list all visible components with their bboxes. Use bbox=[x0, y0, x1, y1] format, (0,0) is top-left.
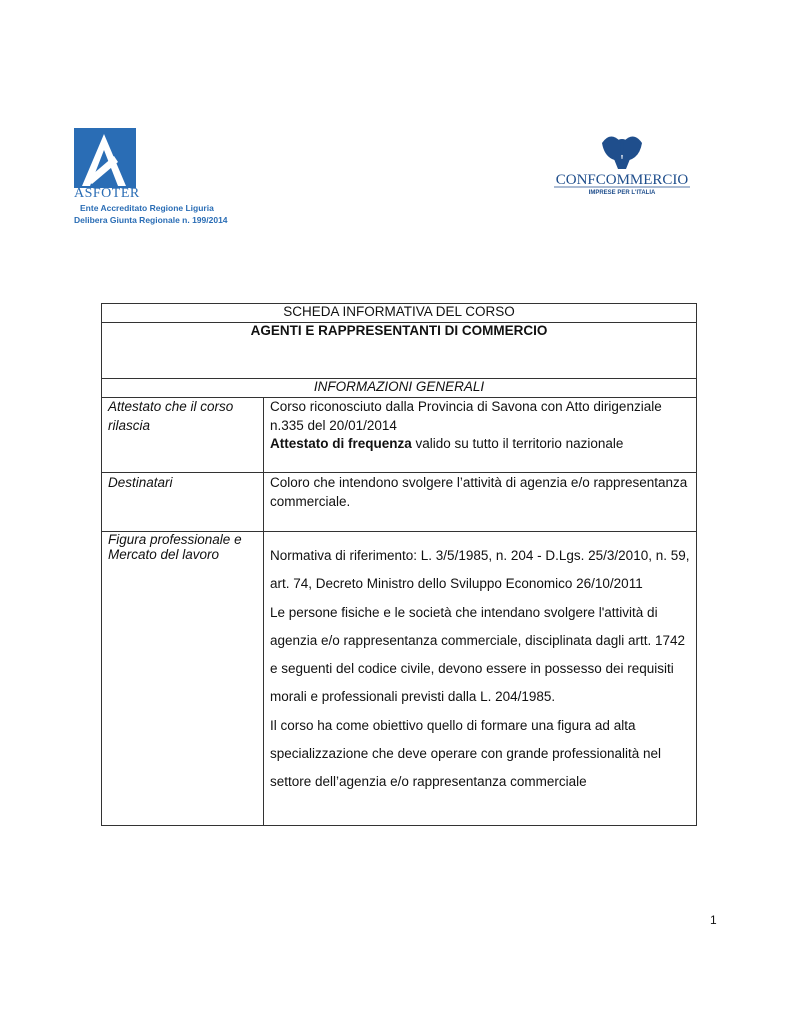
table-title: SCHEDA INFORMATIVA DEL CORSO bbox=[102, 304, 697, 323]
section-row bbox=[102, 379, 697, 398]
course-info-table bbox=[101, 303, 697, 826]
paragraph: Le persone fisiche e le società che intendano svolgere l'attività di agenzia e/o rappresentanza commerciale, disciplinata dagli artt. 1742 e seguenti del codice civile, devono essere in possesso dei requisiti morali e professionali previsti dalla L. 204/1985. bbox=[270, 604, 685, 705]
row-value: Coloro che intendono svolgere l’attività di agenzia e/o rappresentanza commerciale. bbox=[264, 473, 697, 532]
certificate-rest: valido su tutto il territorio nazionale bbox=[411, 436, 624, 451]
page-number: 1 bbox=[710, 913, 717, 927]
certificate-bold: Attestato di frequenza bbox=[270, 436, 412, 451]
row-label: Destinatari bbox=[102, 473, 264, 532]
row-value bbox=[264, 532, 697, 826]
accreditation-line: Ente Accreditato Regione Liguria bbox=[80, 203, 214, 213]
confcommercio-logo bbox=[548, 129, 696, 199]
deliberation-line: Delibera Giunta Regionale n. 199/2014 bbox=[74, 215, 228, 225]
row-label: Figura professionale e Mercato del lavoro bbox=[102, 532, 264, 826]
confcommercio-wordmark: CONFCOMMERCIO bbox=[555, 172, 689, 188]
row-label: Attestato che il corso rilascia bbox=[102, 398, 264, 473]
table-title-row bbox=[102, 304, 697, 323]
confcommercio-tagline: IMPRESE PER L'ITALIA bbox=[588, 190, 656, 196]
table-row bbox=[102, 473, 697, 532]
row-value bbox=[264, 398, 697, 473]
table-row bbox=[102, 532, 697, 826]
paragraph: Il corso ha come obiettivo quello di formare una figura ad alta specializzazione che deve operare con grande professionalità nel settore dell’agenzia e/o rappresentanza commerciale bbox=[270, 717, 661, 790]
asfoter-logo-wordmark: ASFOTER bbox=[74, 186, 140, 201]
paragraph: Normativa di riferimento: L. 3/5/1985, n. 204 - D.Lgs. 25/3/2010, n. 59, art. 74, Decreto Ministro dello Sviluppo Economico 26/10/2011 bbox=[270, 548, 690, 592]
certificate-text: Corso riconosciuto dalla Provincia di Savona con Atto dirigenziale n.335 del 20/01/2014 bbox=[270, 399, 662, 433]
table-row bbox=[102, 398, 697, 473]
section-heading: INFORMAZIONI GENERALI bbox=[102, 379, 697, 398]
course-name-row bbox=[102, 323, 697, 379]
course-name: AGENTI E RAPPRESENTANTI DI COMMERCIO bbox=[102, 323, 697, 379]
